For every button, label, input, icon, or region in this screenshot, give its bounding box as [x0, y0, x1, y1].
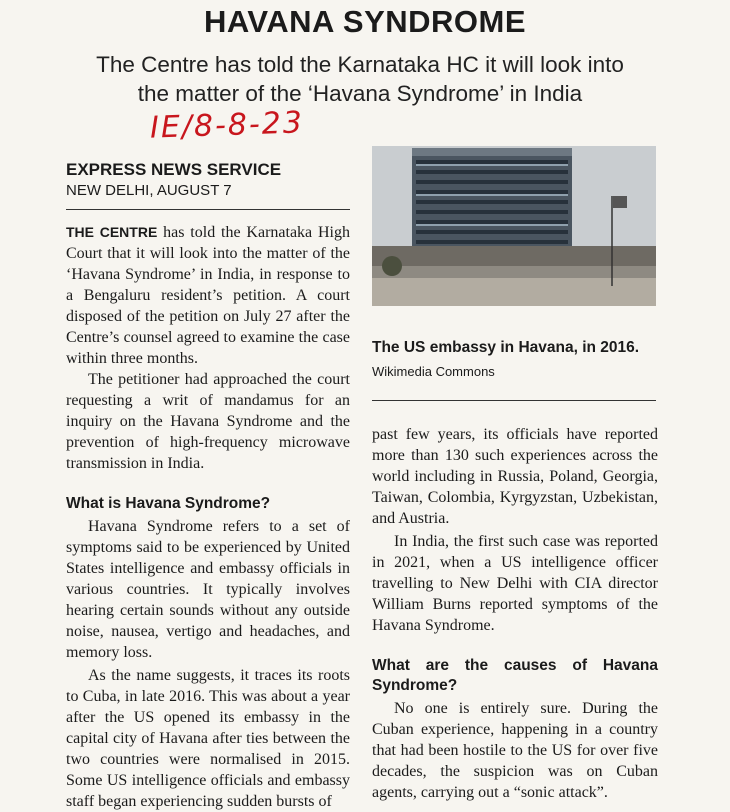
paragraph-text: has told the Karnataka High Court that it will look into the matter of the ‘Havana Syndrome’ in India, in response to a Bengaluru resident’s petition. A court disposed of the petition on July 27 after the Centre’s counsel agreed to examine the case within three months. [66, 224, 351, 367]
article-column-2 [372, 424, 658, 803]
caption-divider [372, 400, 656, 401]
subheadline-line-1: The Centre has told the Karnataka HC it will look into [96, 52, 624, 77]
photo-credit: Wikimedia Commons [372, 364, 495, 379]
subheadline-line-2: the matter of the ‘Havana Syndrome’ in India [137, 81, 583, 106]
lead-caps: THE CENTRE [66, 224, 158, 240]
section-heading: What are the causes of Havana Syndrome? [372, 657, 658, 694]
article-paragraph: past few years, its officials have reported more than 130 such experiences across the world including in Russia, Poland, Georgia, Taiwan, Colombia, Kyrgyzstan, Uzbekistan, and Austria. [372, 426, 658, 527]
byline: EXPRESS NEWS SERVICE [66, 160, 282, 179]
article-paragraph: As the name suggests, it traces its roots to Cuba, in late 2016. This was about a year after the US opened its embassy in the capital city of Havana after ties between the two countries were normalised in 2015. Some US intelligence officials and embassy staff began experiencing sudden bursts of [66, 667, 350, 810]
handwritten-date-note: IE/8-8-23 [149, 105, 305, 146]
photo-caption: The US embassy in Havana, in 2016. [372, 339, 640, 356]
section-heading: What is Havana Syndrome? [66, 495, 271, 512]
dateline: NEW DELHI, AUGUST 7 [66, 182, 232, 199]
embassy-photo [372, 146, 656, 306]
subheadline [60, 50, 660, 108]
article-paragraph: No one is entirely sure. During the Cuban experience, happening in a country that had been hostile to the US for over five decades, the suspicion was on Cuban agents, carrying out a “sonic attack”. [372, 700, 658, 801]
article-paragraph [66, 222, 350, 369]
article-paragraph: The petitioner had approached the court requesting a writ of mandamus for an inquiry on the Havana Syndrome and the prevention of high-frequency microwave transmission in India. [66, 371, 350, 472]
headline: HAVANA SYNDROME [203, 4, 527, 39]
article-column-1 [66, 222, 350, 812]
article-paragraph: In India, the first such case was reported in 2021, when a US intelligence officer travelling to New Delhi with CIA director William Burns reported symptoms of the Havana Syndrome. [372, 533, 658, 634]
embassy-building-illustration [372, 146, 656, 306]
article-paragraph: Havana Syndrome refers to a set of symptoms said to be experienced by United States intelligence and embassy officials in various countries. It typically involves hearing certain sounds without any outside noise, nausea, vertigo and headaches, and memory loss. [66, 518, 350, 661]
byline-divider [66, 209, 350, 210]
